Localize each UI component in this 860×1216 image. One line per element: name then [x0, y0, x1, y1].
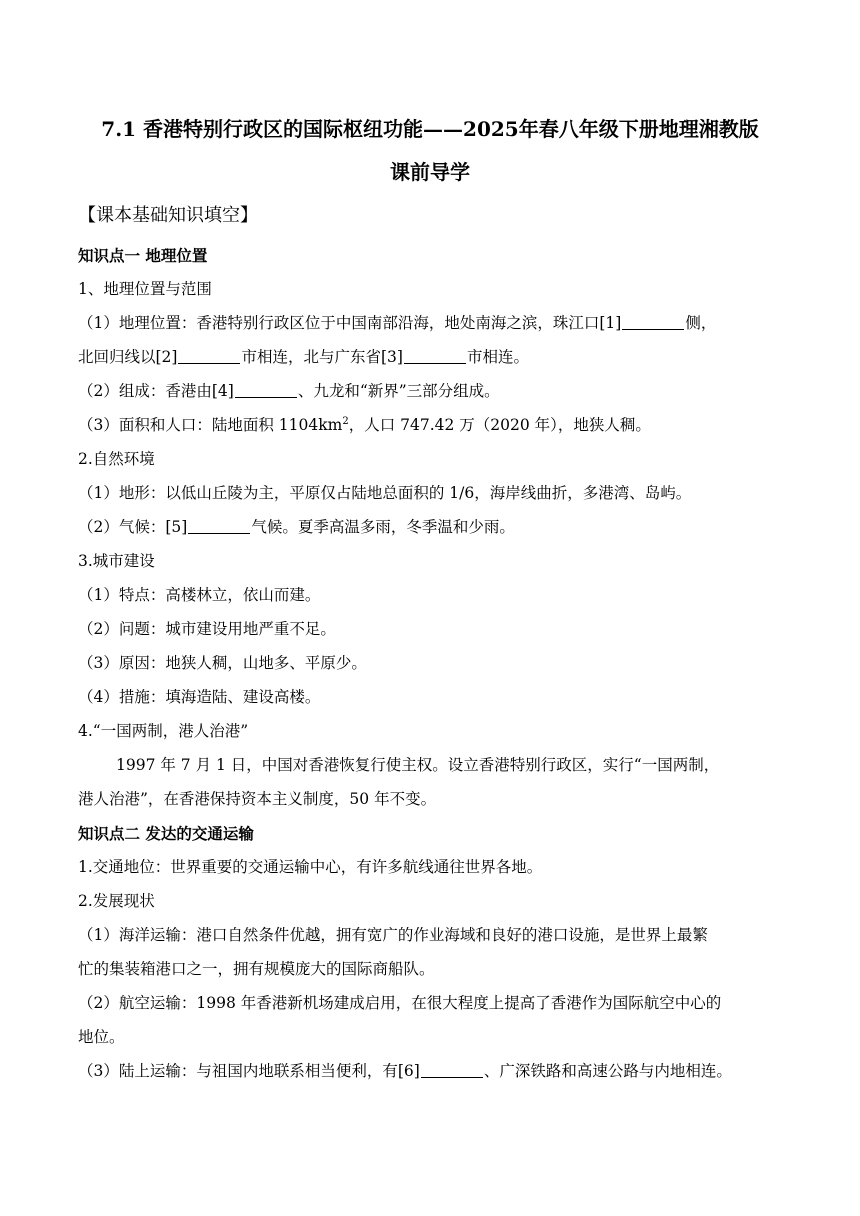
kp1-location-text-c: 北回归线以[2] — [78, 348, 178, 366]
kp1-location-text-a: （1）地理位置：香港特别行政区位于中国南部沿海，地处南海之滨，珠江口[1] — [78, 314, 622, 332]
kp2-status-line: 1.交通地位：世界重要的交通运输中心，有许多航线通往世界各地。 — [78, 858, 543, 876]
kp1-climate-text-b: 气候。夏季高温多雨，冬季温和少雨。 — [251, 518, 515, 536]
kp2-sea-line-1: （1）海洋运输：港口自然条件优越，拥有宽广的作业海域和良好的港口设施，是世界上最繁 — [78, 926, 708, 944]
document-title: 7.1 香港特别行政区的国际枢纽功能——2025年春八年级下册地理湘教版 — [101, 117, 759, 141]
kp2-sea-line-2: 忙的集装箱港口之一，拥有规模庞大的国际商船队。 — [78, 960, 435, 978]
kp2-sub2: 2.发展现状 — [78, 892, 155, 910]
blank-1[interactable] — [622, 315, 684, 330]
kp2-heading: 知识点二 发达的交通运输 — [78, 824, 254, 843]
kp2-air-line-2: 地位。 — [78, 1028, 125, 1046]
section-header: 【课本基础知识填空】 — [78, 205, 258, 226]
document-subtitle: 课前导学 — [390, 160, 470, 184]
kp1-area-text-a: （3）面积和人口：陆地面积 1104km — [78, 416, 343, 434]
blank-4[interactable] — [235, 383, 297, 398]
kp1-location-text-b: 侧， — [685, 314, 717, 332]
kp1-area-line — [78, 417, 798, 435]
kp1-city-line-1: （1）特点：高楼林立，依山而建。 — [78, 586, 321, 604]
kp1-city-line-4: （4）措施：填海造陆、建设高楼。 — [78, 688, 321, 706]
kp1-heading: 知识点一 地理位置 — [78, 246, 208, 265]
kp1-composition-line — [78, 383, 798, 401]
kp1-composition-text-b: 、九龙和“新界”三部分组成。 — [297, 382, 500, 400]
blank-2[interactable] — [178, 349, 240, 364]
kp1-area-text-b: ，人口 747.42 万（2020 年），地狭人稠。 — [348, 416, 651, 434]
kp2-air-line-1: （2）航空运输：1998 年香港新机场建成启用，在很大程度上提高了香港作为国际航空中心的 — [78, 994, 722, 1012]
blank-6[interactable] — [421, 1063, 483, 1078]
kp1-composition-text-a: （2）组成：香港由[4] — [78, 382, 234, 400]
kp1-area-superscript: 2 — [342, 415, 349, 427]
kp1-policy-line-1: 1997 年 7 月 1 日，中国对香港恢复行使主权。设立香港特别行政区，实行“一国两制， — [116, 756, 720, 774]
kp2-land-line — [78, 1063, 798, 1081]
kp1-city-line-3: （3）原因：地狭人稠，山地多、平原少。 — [78, 654, 367, 672]
kp1-location-text-d: 市相连，北与广东省[3] — [241, 348, 403, 366]
kp1-sub4: 4.“一国两制，港人治港” — [78, 722, 249, 740]
kp1-location-line2 — [78, 349, 798, 367]
kp1-climate-text-a: （2）气候：[5] — [78, 518, 188, 536]
kp1-terrain-line: （1）地形：以低山丘陵为主，平原仅占陆地总面积的 1/6，海岸线曲折，多港湾、岛屿。 — [78, 484, 692, 502]
kp1-climate-line — [78, 519, 798, 537]
kp2-land-text-a: （3）陆上运输：与祖国内地联系相当便利，有[6] — [78, 1062, 420, 1080]
kp1-sub1: 1、地理位置与范围 — [78, 280, 212, 298]
blank-5[interactable] — [188, 519, 250, 534]
blank-3[interactable] — [404, 349, 466, 364]
kp1-location-line1 — [78, 315, 798, 333]
kp1-location-text-e: 市相连。 — [466, 348, 529, 366]
kp1-city-line-2: （2）问题：城市建设用地严重不足。 — [78, 620, 336, 638]
kp1-sub2: 2.自然环境 — [78, 450, 155, 468]
kp1-policy-line-2: 港人治港”，在香港保持资本主义制度，50 年不变。 — [78, 790, 437, 808]
kp2-land-text-b: 、广深铁路和高速公路与内地相连。 — [483, 1062, 732, 1080]
kp1-sub3: 3.城市建设 — [78, 552, 155, 570]
